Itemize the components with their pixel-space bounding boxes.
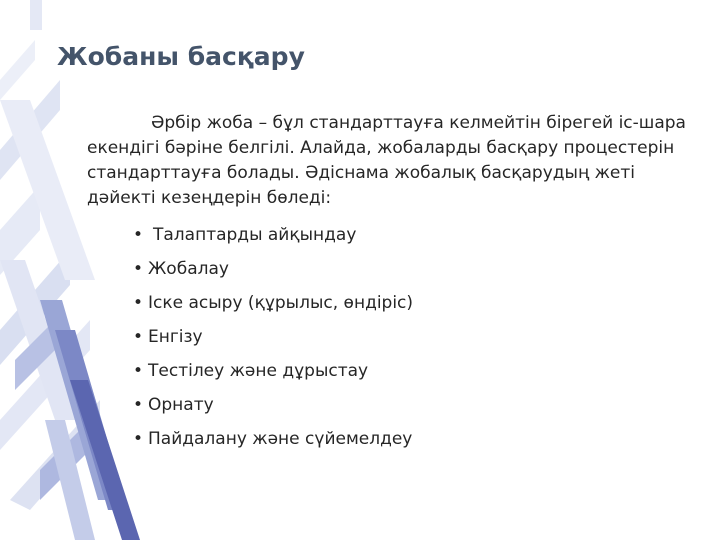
slide-title: Жобаны басқару [57,42,305,71]
list-item [133,358,413,392]
list-item [133,426,413,460]
list-item-text: Орнату [148,395,214,415]
bullet-mark: • [133,259,144,279]
stripe [0,40,35,100]
bullet-mark: • [133,395,144,415]
list-item [133,256,413,290]
intro-paragraph: Әрбір жоба – бұл стандарттауға келмейтін бірегей іс-шара екендігі бәріне белгілі. Алайда, жобаларды басқару процестерін стандарттауға болады. Әдіснама жобалық басқарудың жеті дәйекті кезеңдерін бөледі: [87,113,686,208]
list-item-text: Пайдалану және сүйемелдеу [148,429,413,449]
list-item-text: Талаптарды айқындау [153,225,357,245]
bullet-mark: • [133,225,144,245]
list-item [133,392,413,426]
bullet-mark: • [133,429,144,449]
list-item [133,324,413,358]
list-item-text: Жобалау [148,259,229,279]
list-item [133,290,413,324]
stage-list [133,222,413,460]
list-item [133,222,413,256]
bullet-mark: • [133,361,144,381]
list-item-text: Енгізу [148,327,203,347]
stripe [30,0,42,30]
list-item-text: Іске асыру (құрылыс, өндіріс) [148,293,414,313]
bullet-mark: • [133,293,144,313]
bullet-mark: • [133,327,144,347]
list-item-text: Тестілеу және дұрыстау [148,361,369,381]
